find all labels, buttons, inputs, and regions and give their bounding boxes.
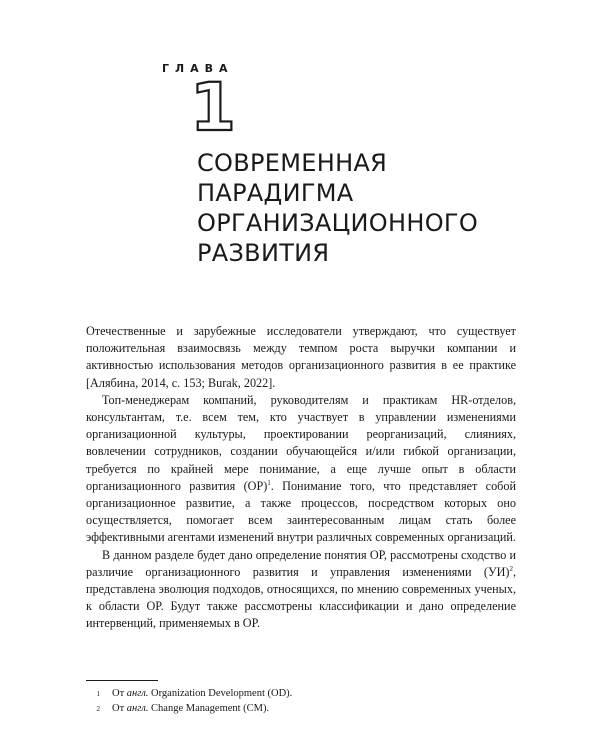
chapter-title-line-2: ПАРАДИГМА (197, 179, 354, 207)
paragraph-2-part-1: Топ-менеджерам компаний, руководителям и практикам HR-отделов, консультантам, т.е. всем тем, кто участвует в управлении изменениями организационной культуры, проектировании реорганизаций, слияниях, вовлечении сотрудников, создании обучающейся и/или гибкой организации, требуется по крайней мере понимание, а еще лучше опыт в области организационного развития (ОР) (86, 392, 516, 493)
footnote-text (112, 702, 269, 717)
chapter-title (197, 148, 537, 268)
footnote-prefix: От (112, 688, 125, 699)
footnote-number: 1 (96, 690, 100, 698)
chapter-number (176, 69, 236, 146)
paragraph-2-part-2: . Понимание того, что представляет собой организационное развитие, а также процессов, посредством которых оно осуществляется, помогает всем заинтересованным лицам стать более эффективными агентами изменений внутри различных современных организаций. (86, 478, 516, 545)
footnote-text (112, 687, 292, 702)
footnote-divider (86, 680, 158, 681)
footnote-body: Organization Development (OD). (151, 688, 293, 699)
footnote-number: 2 (96, 704, 100, 713)
footnotes (86, 687, 516, 716)
chapter-label: ГЛАВА (162, 62, 234, 75)
chapter-title-line-1: СОВРЕМЕННАЯ (197, 149, 388, 177)
chapter-title-line-4: РАЗВИТИЯ (197, 239, 330, 267)
footnote-2 (86, 702, 516, 717)
footnote-lang: англ. (126, 702, 149, 714)
paragraph-3 (86, 547, 516, 633)
chapter-title-line-3: ОРГАНИЗАЦИОННОГО (197, 209, 479, 237)
footnote-1 (86, 687, 516, 702)
paragraph-3-part-2: , представлена эволюция подходов, относящихся, по мнению современных ученых, к области ОР. Будут также рассмотрены классификации и дано определение интервенций, применяемых в ОР. (86, 564, 516, 631)
footnote-ref-2: 2 (509, 564, 513, 573)
chapter-number-digit: 1 (190, 69, 236, 146)
body-text (86, 323, 516, 633)
footnote-lang: англ. (126, 688, 149, 699)
footnote-body: Change Management (CM). (151, 702, 270, 714)
paragraph-3-part-1: В данном разделе будет дано определение понятия ОР, рассмотрены сходство и различие организационного развития и управления изменениями (УИ) (86, 547, 516, 579)
paragraph-2 (86, 392, 516, 547)
footnote-prefix: От (112, 702, 125, 714)
paragraph-1: Отечественные и зарубежные исследователи утверждают, что существует положительная взаимосвязь между темпом роста выручки компании и активностью использования методов организационного развития в ее практике [Алябина, 2014, с. 153; Burak, 2022]. (86, 324, 516, 390)
footnote-ref-1: 1 (267, 478, 271, 487)
